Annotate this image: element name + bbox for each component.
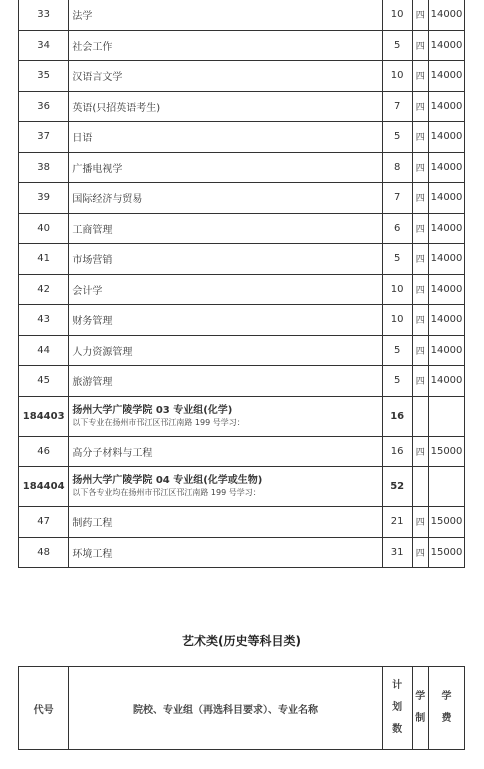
group-fee-empty — [429, 467, 465, 507]
group-title: 扬州大学广陵学院 04 专业组(化学或生物) — [72, 475, 263, 486]
major-years: 四 — [412, 213, 428, 244]
table-row — [19, 30, 465, 61]
major-code: 44 — [19, 335, 69, 366]
group-row — [19, 396, 465, 436]
table-row — [19, 91, 465, 122]
group-code: 184404 — [19, 467, 69, 507]
major-plan: 5 — [382, 335, 412, 366]
table-row — [19, 366, 465, 397]
major-fee: 14000 — [429, 274, 465, 305]
major-years: 四 — [412, 122, 428, 153]
group-fee-empty — [429, 396, 465, 436]
header-plan-char: 数 — [392, 724, 403, 735]
section-title: 艺术类(历史等科目类) — [182, 634, 301, 648]
group-note: 以下专业在扬州市邗江区邗江南路 199 号学习： — [72, 417, 245, 427]
major-code: 47 — [19, 507, 69, 538]
group-plan: 16 — [382, 396, 412, 436]
major-plan: 5 — [382, 30, 412, 61]
group-note: 以下各专业均在扬州市邗江区邗江南路 199 号学习： — [72, 488, 261, 497]
major-plan: 5 — [382, 244, 412, 275]
major-plan: 10 — [382, 0, 412, 30]
major-name: 社会工作 — [69, 30, 382, 61]
group-info — [69, 467, 382, 507]
major-years: 四 — [412, 91, 428, 122]
table-row — [19, 213, 465, 244]
table-row — [19, 61, 465, 92]
header-plan-char: 划 — [392, 702, 403, 713]
major-name: 广播电视学 — [69, 152, 382, 183]
major-code: 48 — [19, 537, 69, 568]
art-table-header — [18, 666, 465, 750]
major-name: 环境工程 — [69, 537, 382, 568]
header-name: 院校、专业组（再选科目要求）、专业名称 — [69, 667, 382, 750]
major-code: 43 — [19, 305, 69, 336]
major-years: 四 — [412, 537, 428, 568]
major-plan: 5 — [382, 122, 412, 153]
major-plan: 10 — [382, 305, 412, 336]
table-row — [19, 335, 465, 366]
header-plan — [382, 667, 412, 750]
major-years: 四 — [412, 274, 428, 305]
major-name: 旅游管理 — [69, 366, 382, 397]
major-fee: 15000 — [429, 507, 465, 538]
major-plan: 10 — [382, 274, 412, 305]
major-name: 财务管理 — [69, 305, 382, 336]
table-row — [19, 274, 465, 305]
major-years: 四 — [412, 183, 428, 214]
major-fee: 14000 — [429, 91, 465, 122]
major-name: 会计学 — [69, 274, 382, 305]
major-fee: 14000 — [429, 213, 465, 244]
major-code: 39 — [19, 183, 69, 214]
major-name: 日语 — [69, 122, 382, 153]
major-name: 汉语言文学 — [69, 61, 382, 92]
table-row — [19, 122, 465, 153]
major-plan: 7 — [382, 183, 412, 214]
header-fee — [429, 667, 465, 750]
table-row — [19, 436, 465, 467]
group-code: 184403 — [19, 396, 69, 436]
header-code: 代号 — [19, 667, 69, 750]
table-row — [19, 244, 465, 275]
major-fee: 14000 — [429, 61, 465, 92]
major-name: 市场营销 — [69, 244, 382, 275]
major-years: 四 — [412, 436, 428, 467]
major-plan: 21 — [382, 507, 412, 538]
major-years: 四 — [412, 61, 428, 92]
major-code: 36 — [19, 91, 69, 122]
major-name: 法学 — [69, 0, 382, 30]
major-code: 42 — [19, 274, 69, 305]
table-row — [19, 152, 465, 183]
group-years-empty — [412, 467, 428, 507]
group-row — [19, 467, 465, 507]
group-plan: 52 — [382, 467, 412, 507]
major-code: 45 — [19, 366, 69, 397]
major-code: 46 — [19, 436, 69, 467]
major-code: 35 — [19, 61, 69, 92]
major-name: 人力资源管理 — [69, 335, 382, 366]
enrollment-table — [18, 0, 465, 568]
header-fee-char: 费 — [441, 713, 452, 724]
major-years: 四 — [412, 30, 428, 61]
table-row — [19, 0, 465, 30]
major-name: 英语(只招英语考生) — [69, 91, 382, 122]
header-row — [19, 667, 465, 750]
major-fee: 14000 — [429, 30, 465, 61]
major-fee: 14000 — [429, 183, 465, 214]
major-plan: 31 — [382, 537, 412, 568]
major-plan: 16 — [382, 436, 412, 467]
major-code: 37 — [19, 122, 69, 153]
major-fee: 14000 — [429, 366, 465, 397]
major-years: 四 — [412, 152, 428, 183]
major-name: 高分子材料与工程 — [69, 436, 382, 467]
group-years-empty — [412, 396, 428, 436]
table-row — [19, 537, 465, 568]
major-code: 40 — [19, 213, 69, 244]
major-fee: 15000 — [429, 436, 465, 467]
major-name: 工商管理 — [69, 213, 382, 244]
major-years: 四 — [412, 335, 428, 366]
major-name: 国际经济与贸易 — [69, 183, 382, 214]
major-fee: 14000 — [429, 305, 465, 336]
header-years — [412, 667, 428, 750]
major-fee: 14000 — [429, 122, 465, 153]
major-fee: 15000 — [429, 537, 465, 568]
header-plan-char: 计 — [392, 680, 403, 691]
header-years-char: 学 — [415, 691, 426, 702]
major-years: 四 — [412, 0, 428, 30]
major-fee: 14000 — [429, 0, 465, 30]
major-code: 33 — [19, 0, 69, 30]
major-code: 41 — [19, 244, 69, 275]
major-years: 四 — [412, 305, 428, 336]
major-plan: 5 — [382, 366, 412, 397]
major-code: 38 — [19, 152, 69, 183]
enrollment-table-body — [19, 0, 465, 568]
group-title: 扬州大学广陵学院 03 专业组(化学) — [72, 404, 233, 416]
major-years: 四 — [412, 366, 428, 397]
major-plan: 6 — [382, 213, 412, 244]
header-fee-char: 学 — [441, 691, 452, 702]
major-name: 制药工程 — [69, 507, 382, 538]
group-info — [69, 396, 382, 436]
table-row — [19, 305, 465, 336]
major-fee: 14000 — [429, 244, 465, 275]
major-years: 四 — [412, 507, 428, 538]
major-fee: 14000 — [429, 152, 465, 183]
major-fee: 14000 — [429, 335, 465, 366]
major-plan: 7 — [382, 91, 412, 122]
table-row — [19, 183, 465, 214]
major-plan: 8 — [382, 152, 412, 183]
header-years-char: 制 — [415, 713, 426, 724]
major-code: 34 — [19, 30, 69, 61]
major-plan: 10 — [382, 61, 412, 92]
table-row — [19, 507, 465, 538]
major-years: 四 — [412, 244, 428, 275]
